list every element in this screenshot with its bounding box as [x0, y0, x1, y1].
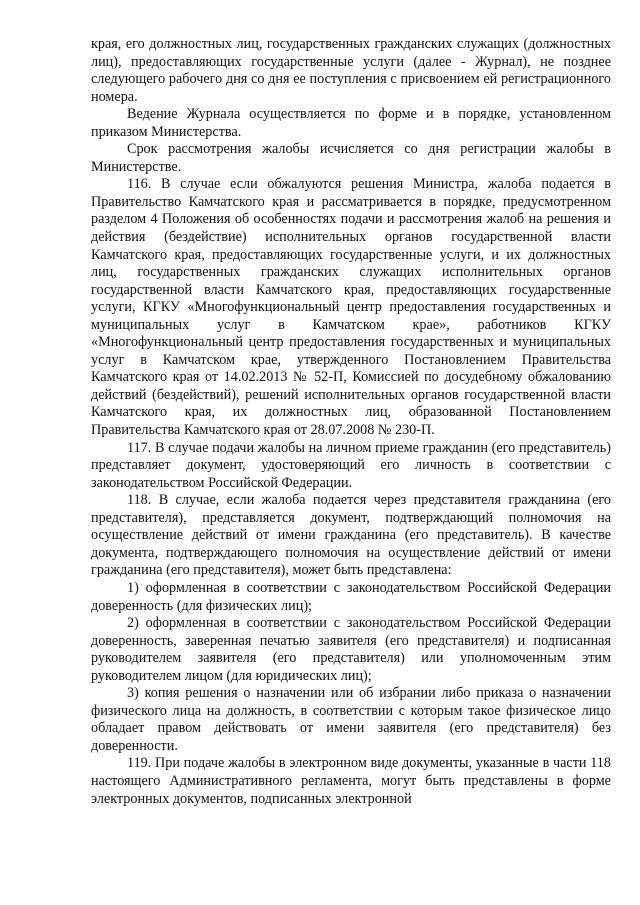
paragraph-116: 116. В случае если обжалуются решения Министра, жалоба подается в Правительство Камчатского края и рассматривается в порядке, предусмотренном разделом 4 Положения об особенностях подачи и рассмотрения жалоб на решения и действия (бездействие) исполнительных органов государственной власти Камчатского края, предоставляющих государственные услуги, и их должностных лиц, государственных гражданских служащих исполнительных органов государственной власти Камчатского края, предоставляющих государственные услуги, КГКУ «Многофункциональный центр предоставления государственных и муниципальных услуг в Камчатском крае», работников КГКУ «Многофункциональный центр предоставления государственных и муниципальных услуг в Камчатском крае, утвержденного Постановлением Правительства Камчатского края от 14.02.2013 № 52-П, Комиссией по досудебному обжалованию действий (бездействий), решений исполнительных органов государственной власти Камчатского края, их должностных лиц, образованной Постановлением Правительства Камчатского края от 28.07.2008 № 230-П. [91, 176, 611, 439]
paragraph-deadline: Срок рассмотрения жалобы исчисляется со дня регистрации жалобы в Министерстве. [91, 141, 611, 175]
paragraph-119: 119. При подаче жалобы в электронном виде документы, указанные в части 118 настоящего Административного регламента, могут быть представлены в форме электронных документов, подписанных электронной [91, 755, 611, 807]
document-page [91, 36, 611, 808]
list-item-1: 1) оформленная в соответствии с законодательством Российской Федерации доверенность (для физических лиц); [91, 579, 611, 614]
paragraph-journal: Ведение Журнала осуществляется по форме и в порядке, установленном приказом Министерства. [91, 106, 611, 140]
list-item-2: 2) оформленная в соответствии с законодательством Российской Федерации доверенность, заверенная печатью заявителя (его представителя) и подписанная руководителем заявителя (его представителя) или уполномоченным этим руководителем лицом (для юридических лиц); [91, 615, 611, 684]
paragraph-118: 118. В случае, если жалоба подается через представителя гражданина (его представителя), представляется документ, подтверждающий полномочия на осуществление действий от имени гражданина (его представитель). В качестве документа, подтверждающего полномочия на осуществление действий от имени гражданина (его представителя), может быть представлена: [91, 492, 611, 579]
paragraph-117: 117. В случае подачи жалобы на личном приеме гражданин (его представитель) представляет документ, удостоверяющий его личность в соответствии с законодательством Российской Федерации. [91, 439, 611, 491]
list-item-3: 3) копия решения о назначении или об избрании либо приказа о назначении физического лица на должность, в соответствии с которым такое физическое лицо обладает правом действовать от имени заявителя (его представителя) без доверенности. [91, 685, 611, 754]
paragraph-continuation: края, его должностных лиц, государственных гражданских служащих (должностных лиц), предоставляющих государственные услуги (далее - Журнал), не позднее следующего рабочего дня со дня ее поступления с присвоением ей регистрационного номера. [91, 36, 611, 105]
